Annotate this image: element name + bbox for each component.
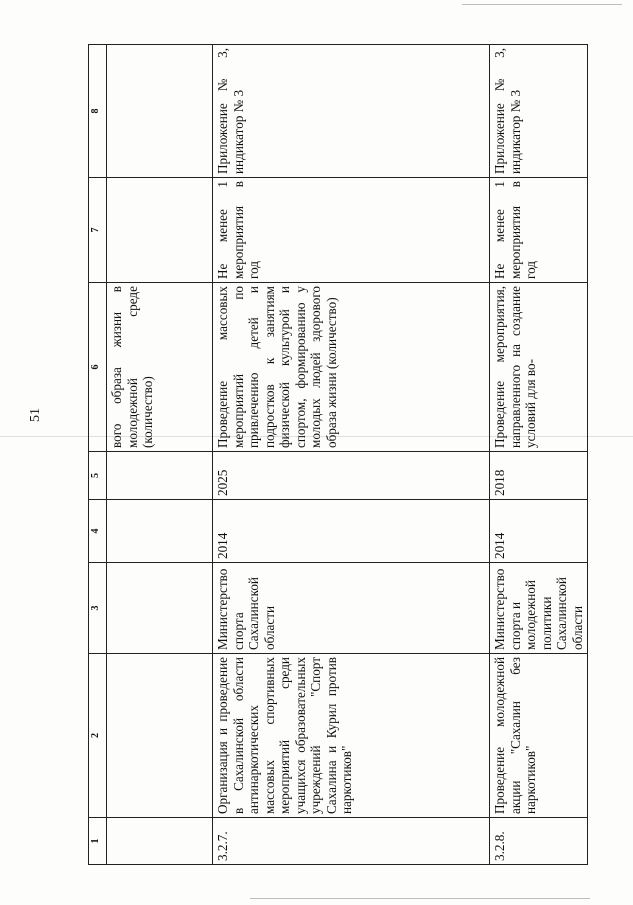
cell-value bbox=[107, 178, 213, 283]
cell-link bbox=[107, 45, 213, 178]
header-cell: 4 bbox=[89, 500, 107, 563]
scan-artifact-top bbox=[462, 4, 622, 5]
cell-name: Организация и проведение в Сахалинской области антинаркотических массовых спортивных мероприятий среди учащихся образовательных учреждений "Спорт Сахалина и Курил против наркотиков" bbox=[213, 654, 490, 818]
table-row bbox=[107, 45, 213, 865]
cell-executor bbox=[107, 563, 213, 654]
cell-start: 2014 bbox=[490, 500, 588, 563]
cell-link: Приложение № 3, индикатор № 3 bbox=[490, 45, 588, 178]
cell-end: 2025 bbox=[213, 452, 490, 500]
page-number: 51 bbox=[28, 408, 43, 422]
header-cell: 8 bbox=[89, 45, 107, 178]
scan-artifact-bottom bbox=[250, 898, 590, 899]
cell-indicator: Проведение массовых мероприятий по привлечению детей и подростков к занятиям физической культурой и спортом, формированию у молодых людей здорового образа жизни (количество) bbox=[213, 283, 490, 452]
cell-value: Не менее 1 мероприятия в год bbox=[213, 178, 490, 283]
cell-num bbox=[107, 818, 213, 865]
cell-num: 3.2.7. bbox=[213, 818, 490, 865]
rotated-table-wrapper bbox=[88, 45, 585, 865]
cell-num: 3.2.8. bbox=[490, 818, 588, 865]
table-row bbox=[490, 45, 588, 865]
header-cell: 3 bbox=[89, 563, 107, 654]
cell-start bbox=[107, 500, 213, 563]
header-row bbox=[89, 45, 107, 865]
cell-start: 2014 bbox=[213, 500, 490, 563]
cell-end: 2018 bbox=[490, 452, 588, 500]
header-cell: 5 bbox=[89, 452, 107, 500]
cell-executor: Министерство спорта и молодежной политики Сахалинской области bbox=[490, 563, 588, 654]
table-row bbox=[213, 45, 490, 865]
header-cell: 1 bbox=[89, 818, 107, 865]
header-cell: 6 bbox=[89, 283, 107, 452]
cell-name bbox=[107, 654, 213, 818]
cell-value: Не менее 1 мероприятия в год bbox=[490, 178, 588, 283]
cell-indicator: вого образа жизни в молодежной среде (количество) bbox=[107, 283, 213, 452]
cell-name: Проведение молодежной акции "Сахалин без наркотиков" bbox=[490, 654, 588, 818]
header-cell: 2 bbox=[89, 654, 107, 818]
cell-executor: Министерство спорта Сахалинской области bbox=[213, 563, 490, 654]
cell-end bbox=[107, 452, 213, 500]
cell-indicator: Проведение мероприятия, направленного на создание условий для во- bbox=[490, 283, 588, 452]
program-table bbox=[88, 44, 588, 865]
cell-link: Приложение № 3, индикатор № 3 bbox=[213, 45, 490, 178]
header-cell: 7 bbox=[89, 178, 107, 283]
